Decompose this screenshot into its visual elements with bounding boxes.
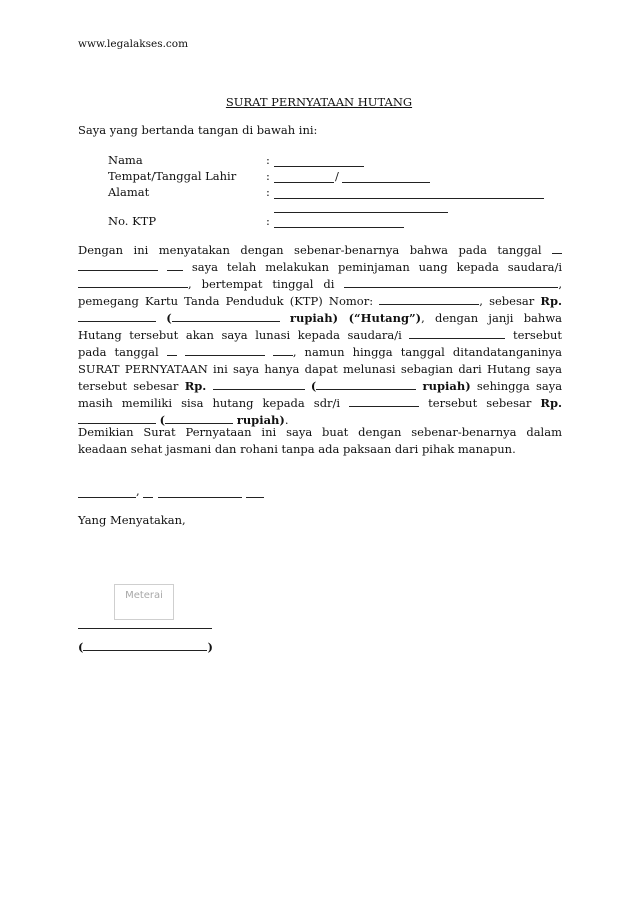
closing-paragraph: Demikian Surat Pernyataan ini saya buat dengan sebenar-benarnya dalam keadaan sehat jasmani dan rohani tanpa ada paksaan dari pihak manapun.	[78, 425, 562, 456]
blank-amount-1	[78, 310, 156, 322]
blank-lender-name-2	[409, 327, 505, 339]
statement-paragraph	[78, 242, 562, 429]
field-label-ttl: Tempat/Tanggal Lahir	[108, 169, 237, 183]
closing-text: Yang Menyatakan,	[78, 513, 186, 527]
blank-due-day	[167, 344, 177, 356]
statement-text-4: ,	[558, 277, 562, 291]
document-title: SURAT PERNYATAAN HUTANG	[225, 95, 413, 109]
blank-sign-day	[143, 496, 153, 498]
signature-paren-close: )	[207, 640, 213, 654]
blank-alamat-2	[274, 211, 448, 213]
statement-text-2: saya telah melakukan peminjaman uang kepada saudara/i	[191, 260, 563, 274]
blank-lender-name-3	[349, 395, 419, 407]
blank-alamat-1	[274, 197, 544, 199]
blank-tempat	[274, 181, 334, 183]
blank-due-month	[185, 344, 265, 356]
statement-text-9: , namun hingga tanggal ditandatanganinya SURAT PERNYATAAN ini saya hanya dapat melunasi sebagian dari Hutang saya tersebut sebesar	[78, 345, 563, 393]
signature-paren-open: (	[78, 640, 84, 654]
currency-label-3: Rp.	[540, 396, 562, 410]
blank-amount-words-3	[165, 412, 233, 424]
blank-due-year	[273, 344, 293, 356]
intro-text: Saya yang bertanda tangan di bawah ini:	[78, 123, 318, 137]
statement-end: .	[284, 413, 289, 427]
field-sep-alamat: :	[266, 185, 270, 199]
blank-date-day	[552, 242, 562, 254]
paren-open-1: (	[166, 311, 172, 325]
blank-date-year	[167, 259, 183, 271]
statement-text-3: , bertempat tinggal di	[188, 277, 335, 291]
signature-name	[78, 639, 213, 654]
blank-lender-name	[78, 276, 188, 288]
field-sep-nama: :	[266, 153, 270, 167]
rupiah-hutang-label: rupiah) (“Hutang”)	[289, 311, 422, 325]
statement-text-5: pemegang Kartu Tanda Penduduk (KTP) Nomor:	[78, 294, 374, 308]
blank-lender-address	[344, 276, 558, 288]
field-label-alamat: Alamat	[108, 185, 150, 199]
blank-amount-3	[78, 412, 156, 424]
paren-open-2: (	[310, 379, 317, 393]
rupiah-label-2: rupiah)	[422, 379, 471, 393]
currency-label-1: Rp.	[540, 294, 563, 308]
rupiah-label-3: rupiah)	[236, 413, 285, 427]
field-label-ktp: No. KTP	[108, 214, 157, 228]
statement-text-1: Dengan ini menyatakan dengan sebenar-benarnya bahwa pada tanggal	[78, 243, 542, 257]
blank-sign-month	[158, 496, 242, 498]
field-sep-ttl: :	[266, 169, 270, 183]
currency-label-2: Rp.	[184, 379, 207, 393]
paren-open-3: (	[159, 413, 166, 427]
blank-ktp	[274, 226, 404, 228]
blank-date-month	[78, 259, 158, 271]
statement-text-10: sehingga saya masih memiliki sisa hutang kepada sdr/i	[78, 379, 563, 410]
signature-line	[78, 628, 212, 629]
blank-nama	[274, 165, 364, 167]
blank-amount-words-1	[172, 310, 280, 322]
statement-text-11: tersebut sebesar	[428, 396, 532, 410]
blank-amount-words-2	[316, 378, 416, 390]
blank-signature-name	[83, 639, 207, 651]
blank-place	[78, 496, 136, 498]
statement-text-8: tersebut pada tanggal	[78, 328, 563, 359]
blank-sign-year	[246, 496, 264, 498]
field-sep-ktp: :	[266, 214, 270, 228]
blank-amount-2	[213, 378, 305, 390]
blank-tanggal-lahir	[342, 181, 430, 183]
statement-text-7: , dengan janji bahwa Hutang tersebut akan saya lunasi kepada saudara/i	[78, 311, 563, 342]
website-header: www.legalakses.com	[78, 38, 189, 50]
statement-text-6: , sebesar	[479, 294, 535, 308]
date-comma: ,	[136, 484, 140, 498]
field-slash-ttl: /	[335, 169, 339, 183]
stamp-box: Meterai	[114, 584, 174, 620]
field-label-nama: Nama	[108, 153, 143, 167]
blank-lender-ktp	[379, 293, 479, 305]
